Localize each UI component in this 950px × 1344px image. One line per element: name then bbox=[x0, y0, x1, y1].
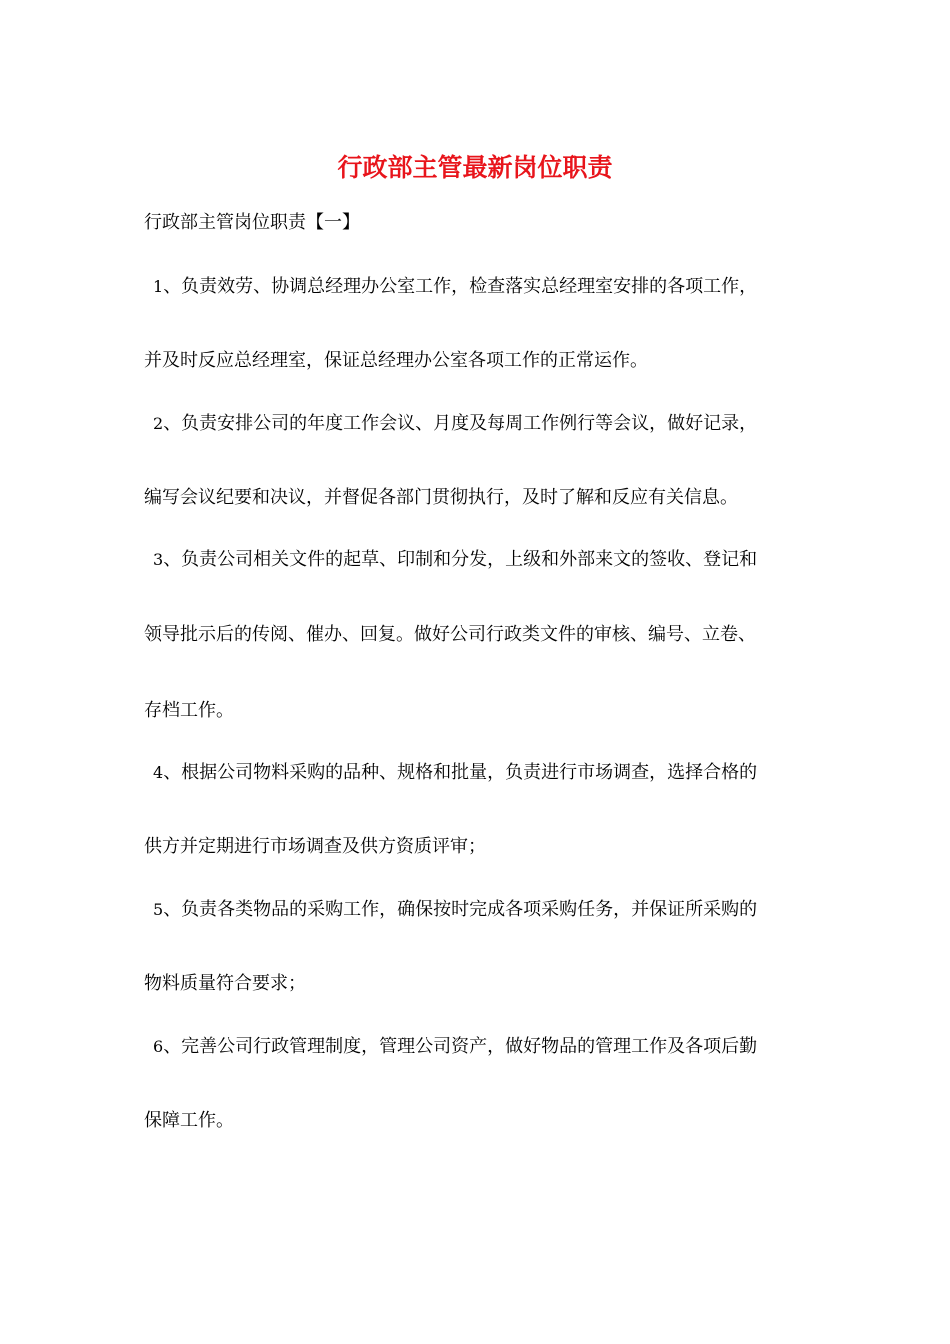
item-1-line-1 bbox=[153, 273, 813, 301]
item-6-text: 、完善公司行政管理制度，管理公司资产，做好物品的管理工作及各项后勤 bbox=[163, 1036, 758, 1057]
item-6-line-1 bbox=[153, 1033, 813, 1061]
item-3-line-3: 存档工作。 bbox=[144, 700, 234, 721]
item-5-text: 、负责各类物品的采购工作，确保按时完成各项采购任务，并保证所采购的 bbox=[163, 899, 758, 920]
item-4-line-2: 供方并定期进行市场调查及供方资质评审； bbox=[144, 836, 486, 857]
item-2-line-2: 编写会议纪要和决议，并督促各部门贯彻执行，及时了解和反应有关信息。 bbox=[144, 487, 738, 508]
item-3-line-1 bbox=[153, 546, 813, 574]
item-6-line-2: 保障工作。 bbox=[144, 1110, 234, 1131]
section-heading: 行政部主管岗位职责【一】 bbox=[144, 212, 360, 233]
item-1-text: 、负责效劳、协调总经理办公室工作，检查落实总经理室安排的各项工作， bbox=[163, 276, 758, 297]
item-3-text: 、负责公司相关文件的起草、印制和分发，上级和外部来文的签收、登记和 bbox=[163, 549, 758, 570]
item-2-line-1 bbox=[153, 410, 813, 438]
item-2-text: 、负责安排公司的年度工作会议、月度及每周工作例行等会议，做好记录， bbox=[163, 413, 758, 434]
item-6-number: 6 bbox=[153, 1037, 164, 1056]
item-3-line-2: 领导批示后的传阅、催办、回复。做好公司行政类文件的审核、编号、立卷、 bbox=[144, 624, 756, 645]
item-1-number: 1 bbox=[153, 277, 164, 296]
item-4-line-1 bbox=[153, 759, 813, 787]
item-5-line-1 bbox=[153, 896, 813, 924]
item-4-text: 、根据公司物料采购的品种、规格和批量，负责进行市场调查，选择合格的 bbox=[163, 762, 758, 783]
item-3-number: 3 bbox=[153, 550, 164, 569]
item-4-number: 4 bbox=[153, 763, 164, 782]
item-5-number: 5 bbox=[153, 900, 164, 919]
item-5-line-2: 物料质量符合要求； bbox=[144, 973, 306, 994]
item-1-line-2: 并及时反应总经理室，保证总经理办公室各项工作的正常运作。 bbox=[144, 350, 648, 371]
item-2-number: 2 bbox=[153, 414, 164, 433]
document-title: 行政部主管最新岗位职责 bbox=[337, 153, 613, 182]
